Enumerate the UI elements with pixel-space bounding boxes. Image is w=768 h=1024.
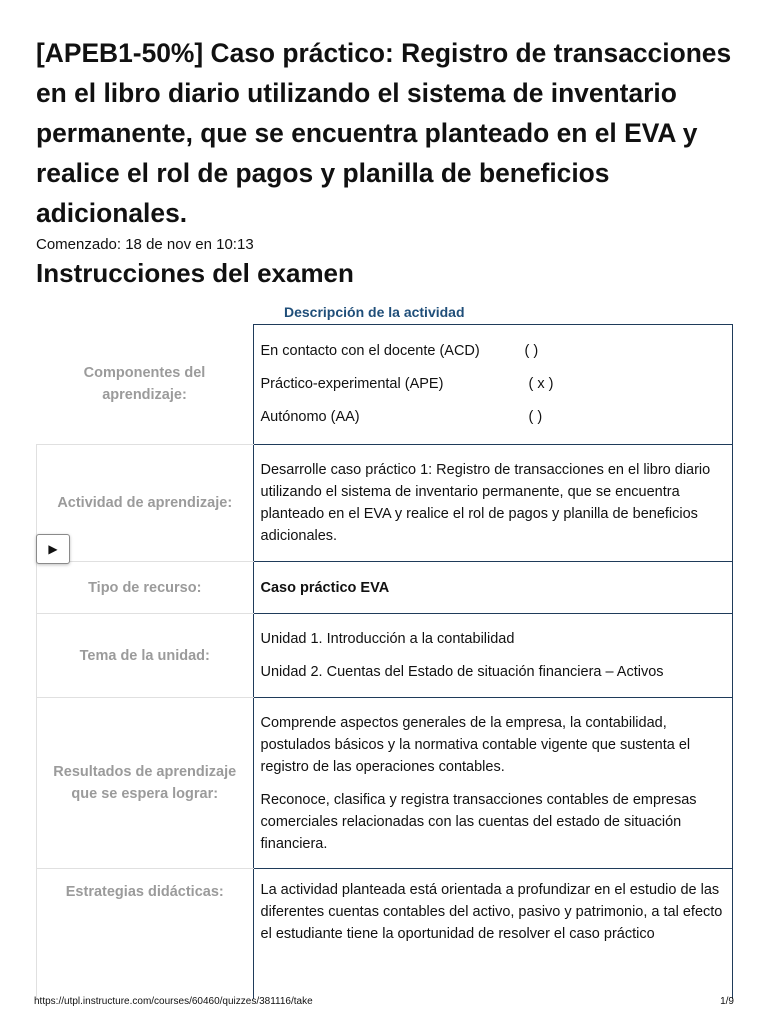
table-row-resource xyxy=(37,562,733,614)
row-value-components xyxy=(253,325,733,445)
table-row-outcomes xyxy=(37,698,733,869)
quiz-title: [APEB1-50%] Caso práctico: Registro de transacciones en el libro diario utilizando el sistema de inventario permanente, que se encuentra planteado en el EVA y realice el rol de pagos y planilla de beneficios adicionales. xyxy=(36,38,732,228)
table-caption: Descripción de la actividad xyxy=(284,304,465,320)
topic-line: Unidad 2. Cuentas del Estado de situación financiera – Activos xyxy=(260,664,664,680)
print-url: https://utpl.instructure.com/courses/60460/quizzes/381116/take xyxy=(34,996,313,1007)
table-row-activity xyxy=(37,445,733,562)
table-row-topic xyxy=(37,614,733,698)
component-text: Autónomo (AA) xyxy=(260,409,360,425)
page-number: 1/9 xyxy=(720,996,734,1007)
row-value-topic xyxy=(253,614,733,698)
component-mark: ( ) xyxy=(524,343,539,359)
table-row-strategies xyxy=(37,869,733,999)
instructions-heading: Instrucciones del examen xyxy=(36,258,354,288)
row-value-outcomes xyxy=(253,698,733,869)
row-value-resource: Caso práctico EVA xyxy=(253,562,733,614)
table-row-components xyxy=(37,325,733,445)
row-label-components: Componentes del aprendizaje: xyxy=(37,325,254,445)
component-item-aa xyxy=(261,401,725,434)
row-value-activity: Desarrolle caso práctico 1: Registro de transacciones en el libro diario utilizando el sistema de inventario permanente, que se encuentra planteado en el EVA y realice el rol de pagos y planilla de beneficios adicionales. xyxy=(253,445,733,562)
row-label-strategies: Estrategias didácticas: xyxy=(37,869,254,999)
row-label-activity: Actividad de aprendizaje: xyxy=(37,445,254,562)
row-label-topic: Tema de la unidad: xyxy=(37,614,254,698)
topic-line: Unidad 1. Introducción a la contabilidad xyxy=(260,631,515,647)
play-button[interactable] xyxy=(36,534,70,564)
row-label-resource: Tipo de recurso: xyxy=(37,562,254,614)
component-mark: ( ) xyxy=(528,409,543,425)
row-label-outcomes: Resultados de aprendizaje que se espera lograr: xyxy=(37,698,254,869)
outcome-paragraph: Comprende aspectos generales de la empresa, la contabilidad, postulados básicos y la normativa contable vigente que sustenta el registro de las operaciones contables. xyxy=(260,714,691,775)
row-value-strategies: La actividad planteada está orientada a profundizar en el estudio de las diferentes cuentas contables del activo, pasivo y patrimonio, a tal efecto el estudiante tiene la oportunidad de resolver el caso práctico xyxy=(253,869,733,999)
component-item-acd xyxy=(261,335,725,368)
play-icon: ▶ xyxy=(48,542,58,556)
component-text: Práctico-experimental (APE) xyxy=(260,376,444,392)
outcome-paragraph: Reconoce, clasifica y registra transacciones contables de empresas comerciales relacionadas con las cuentas del estado de situación financiera. xyxy=(260,791,697,852)
started-timestamp: Comenzado: 18 de nov en 10:13 xyxy=(36,236,254,253)
component-item-ape xyxy=(261,368,725,401)
activity-table xyxy=(36,324,733,999)
component-mark: ( x ) xyxy=(528,376,554,392)
component-text: En contacto con el docente (ACD) xyxy=(260,343,480,359)
